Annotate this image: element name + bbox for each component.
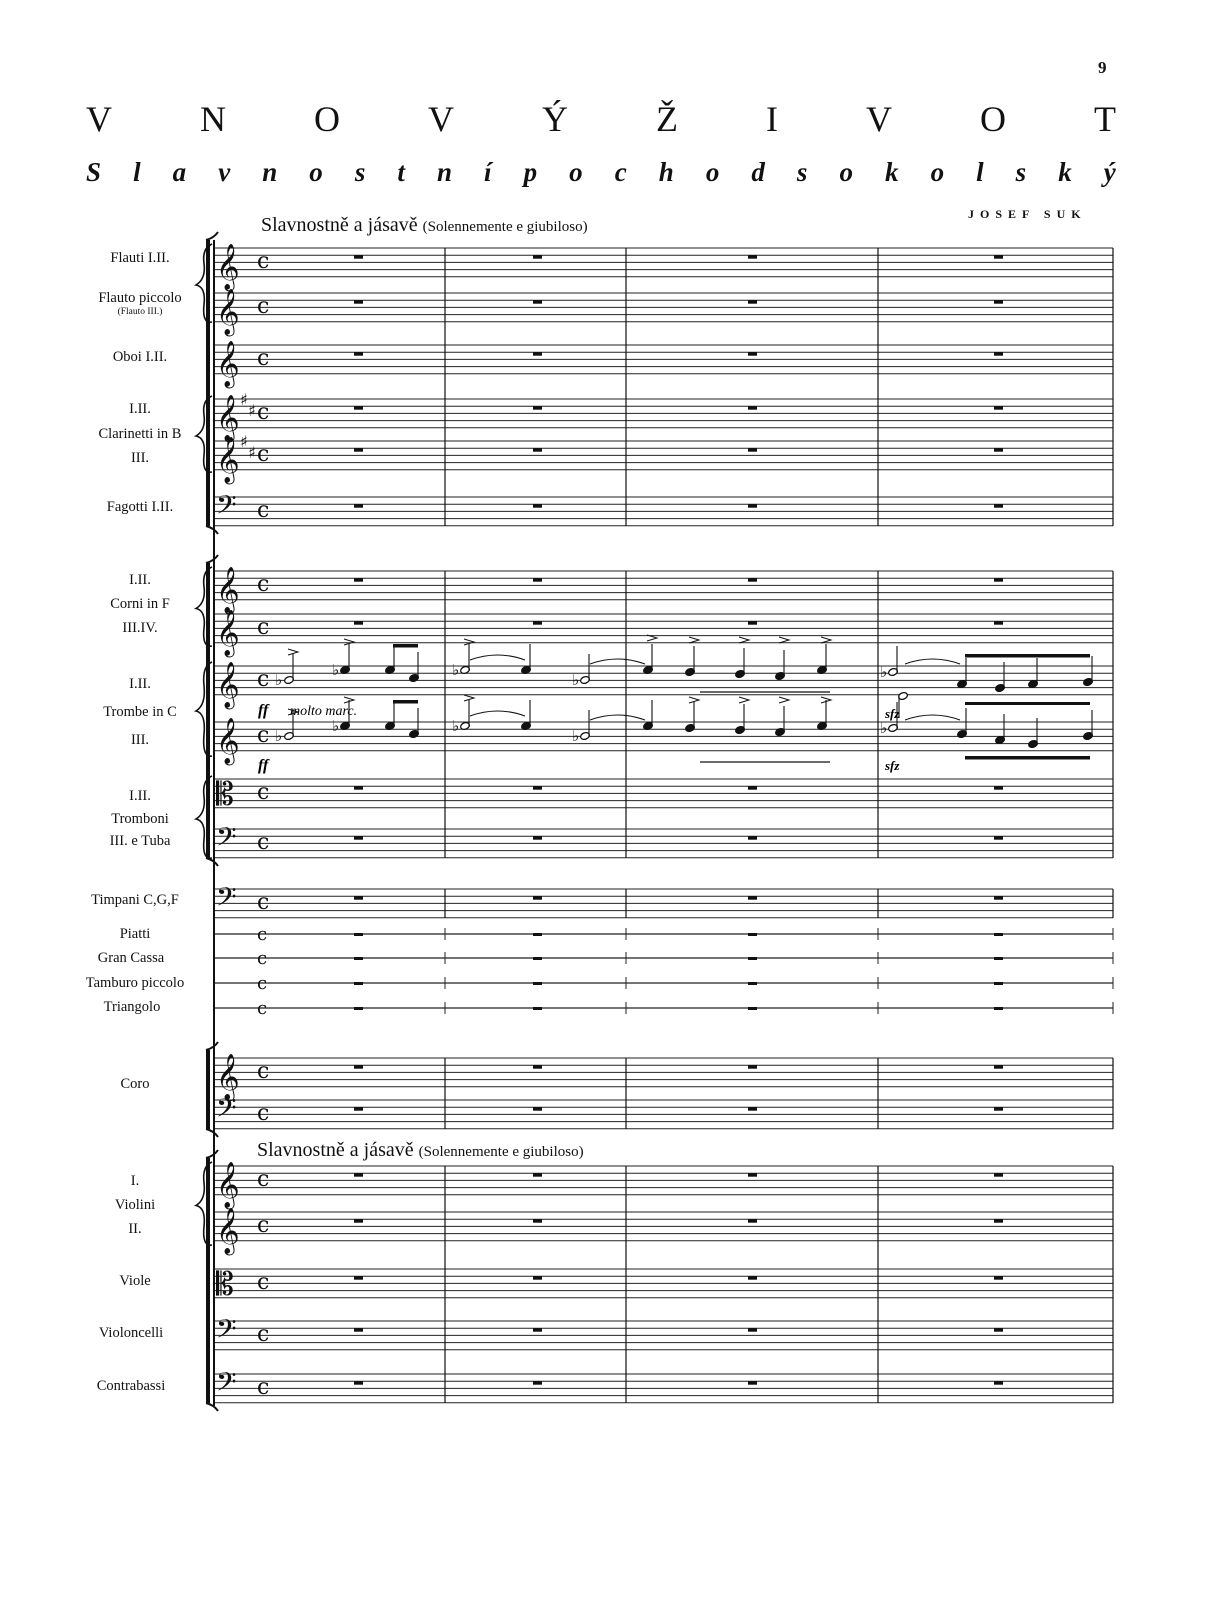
whole-rest [748, 406, 757, 410]
whole-rest [533, 1173, 542, 1177]
clef-g: 𝄞 [216, 1208, 240, 1254]
flat-sign: ♭ [880, 665, 888, 681]
title-letter: V [866, 99, 892, 139]
whole-rest [994, 255, 1003, 259]
time-signature: c [257, 498, 270, 523]
whole-rest [748, 1173, 757, 1177]
label-tromboni-2: III. e Tuba [109, 833, 171, 849]
label-flauti: Flauti I.II. [110, 250, 170, 266]
whole-rest [354, 504, 363, 508]
title-letter: O [980, 99, 1006, 139]
whole-rest [748, 504, 757, 508]
whole-rests [354, 255, 1003, 1385]
whole-rest [533, 1328, 542, 1332]
beam [393, 700, 418, 704]
whole-rest [354, 406, 363, 410]
beam [965, 702, 1090, 705]
time-signature: c [257, 830, 270, 855]
tempo-main: Slavnostně a jásavě [261, 214, 418, 236]
whole-rest [533, 836, 542, 840]
clef-f: 𝄢 [216, 821, 237, 859]
subtitle-letter: n [262, 156, 278, 187]
tie [905, 715, 960, 720]
sharp-sign: ♯ [248, 401, 256, 420]
time-signature: c [257, 948, 268, 969]
time-signature: c [257, 780, 270, 805]
whole-rest [533, 1065, 542, 1069]
subtitle-letter: n [436, 156, 452, 187]
label-trombe: Trombe in C [103, 704, 177, 720]
whole-rest [748, 1219, 757, 1223]
title-letter: V [86, 99, 112, 139]
subtitle-letter: l [976, 156, 984, 187]
label-trombe-1: I.II. [129, 676, 151, 692]
bracket-hook [206, 526, 218, 534]
whole-rest [533, 957, 542, 960]
title-letter: V [428, 99, 454, 139]
flat-sign: ♭ [880, 721, 888, 737]
whole-rest [994, 1107, 1003, 1111]
label-tromboni: Tromboni [111, 811, 169, 827]
dynamic-sfz: sfz [885, 706, 900, 721]
whole-rest [354, 896, 363, 900]
section-bracket [206, 240, 210, 526]
whole-rest [748, 933, 757, 936]
section-bracket [206, 563, 210, 858]
dynamic-ff: ff [258, 757, 269, 774]
whole-rest [533, 504, 542, 508]
whole-rest [748, 1381, 757, 1385]
subtitle-letter: l [133, 156, 141, 187]
section-bracket [206, 1050, 210, 1129]
tie [590, 715, 645, 720]
subtitle-letter: ý [1103, 156, 1116, 187]
whole-rest [533, 578, 542, 582]
whole-rest [748, 1276, 757, 1280]
whole-rest [748, 896, 757, 900]
label-corni-2: III.IV. [122, 620, 158, 636]
flat-sign: ♭ [572, 673, 580, 689]
label-fagotti: Fagotti I.II. [106, 499, 174, 515]
flat-sign: ♭ [332, 719, 340, 735]
clef-f: 𝄢 [216, 1366, 237, 1404]
subtitle-letter: p [523, 156, 538, 187]
whole-rest [533, 300, 542, 304]
time-signature: c [257, 294, 270, 319]
sharp-sign: ♯ [240, 432, 248, 451]
tie [590, 659, 645, 664]
whole-rest [354, 1276, 363, 1280]
clef-c: 𝄡 [216, 775, 234, 813]
whole-rest [354, 1007, 363, 1010]
subtitle-letter: í [484, 156, 492, 187]
whole-rest [533, 621, 542, 625]
whole-rest [354, 1107, 363, 1111]
accent-mark [689, 637, 699, 643]
time-signature: c [257, 249, 270, 274]
title-letter: T [1094, 99, 1116, 139]
whole-rest [748, 836, 757, 840]
whole-rest [994, 836, 1003, 840]
accent-mark [779, 697, 789, 703]
title-letter: I [766, 99, 778, 139]
time-signature: c [257, 615, 270, 640]
whole-rest [994, 896, 1003, 900]
flat-sign: ♭ [572, 729, 580, 745]
bracket-hook [206, 232, 218, 240]
time-signature: c [257, 1059, 270, 1084]
label-piccolo: Flauto piccolo [98, 290, 182, 306]
label-corni: Corni in F [110, 596, 170, 612]
whole-rest [354, 836, 363, 840]
subtitle-letter: c [614, 156, 627, 187]
sharp-sign: ♯ [248, 443, 256, 462]
bracket-hook [206, 1403, 218, 1411]
whole-rest [748, 1328, 757, 1332]
clef-f: 𝄢 [216, 1313, 237, 1351]
whole-rest [354, 1219, 363, 1223]
bracket-hook [206, 858, 218, 866]
tie [470, 655, 525, 660]
staves [214, 248, 1113, 1403]
title-letter: N [200, 99, 226, 139]
clef-g: 𝄞 [216, 437, 240, 483]
label-tamburo: Tamburo piccolo [85, 975, 185, 991]
whole-rest [354, 352, 363, 356]
label-piccolo-note: (Flauto III.) [117, 307, 163, 317]
whole-rest [354, 1173, 363, 1177]
subtitle-letter: a [172, 156, 187, 187]
label-gran-cassa: Gran Cassa [97, 950, 165, 966]
whole-rest [748, 957, 757, 960]
whole-rest [994, 1173, 1003, 1177]
whole-rest [994, 578, 1003, 582]
whole-rest [748, 786, 757, 790]
time-signature: c [257, 1213, 270, 1238]
time-signature: c [257, 1322, 270, 1347]
whole-rest [994, 448, 1003, 452]
whole-rest [354, 957, 363, 960]
tie [470, 711, 525, 716]
clef-g: 𝄞 [216, 244, 240, 290]
whole-rest [354, 255, 363, 259]
whole-rest [748, 300, 757, 304]
subtitle-letter: t [397, 156, 405, 187]
whole-rest [533, 1381, 542, 1385]
subtitle-letter: s [1015, 156, 1027, 187]
subtitle-letter: k [1058, 156, 1072, 187]
whole-rest [748, 1107, 757, 1111]
bracket-hook [206, 1042, 218, 1050]
subtitle-letter: h [658, 156, 674, 187]
label-trombe-3: III. [130, 732, 150, 748]
whole-rest [533, 896, 542, 900]
whole-rest [994, 300, 1003, 304]
whole-rest [994, 1007, 1003, 1010]
time-signature: c [257, 973, 268, 994]
time-signature: c [257, 1270, 270, 1295]
label-clarinetti: Clarinetti in B [98, 426, 182, 442]
time-signature: c [257, 998, 268, 1019]
dynamic-ff: ff [258, 702, 269, 719]
clef-g: 𝄞 [216, 1162, 240, 1208]
time-signature: c [257, 572, 270, 597]
bracket-hook [206, 1129, 218, 1137]
accent-mark [739, 637, 749, 643]
label-corni-1: I.II. [129, 572, 151, 588]
whole-rest [533, 1219, 542, 1223]
accent-mark [821, 637, 831, 643]
whole-rest [748, 578, 757, 582]
whole-rest [748, 352, 757, 356]
clef-c: 𝄡 [216, 1265, 234, 1303]
whole-rest [994, 504, 1003, 508]
subtitle-letter: d [751, 156, 765, 187]
clef-g: 𝄞 [216, 1054, 240, 1100]
clef-g: 𝄞 [216, 289, 240, 335]
label-viole: Viole [119, 1273, 151, 1289]
whole-rest [748, 1007, 757, 1010]
whole-rest [533, 448, 542, 452]
bracket-hook [206, 555, 218, 563]
clef-g: 𝄞 [216, 662, 240, 708]
whole-rest [533, 352, 542, 356]
whole-rest [748, 621, 757, 625]
label-contrabassi: Contrabassi [96, 1378, 166, 1394]
whole-rest [748, 1065, 757, 1069]
clefs [216, 244, 269, 1404]
flat-sign: ♭ [452, 719, 460, 735]
clef-f: 𝄢 [216, 1092, 237, 1130]
whole-rest [533, 1007, 542, 1010]
whole-rest [354, 1381, 363, 1385]
whole-rest [533, 982, 542, 985]
page-number: 9 [1098, 58, 1107, 77]
bracket-hook [206, 1150, 218, 1158]
subtitle-letter: o [309, 156, 323, 187]
subtitle-letter: o [705, 156, 720, 187]
whole-rest [748, 448, 757, 452]
whole-rest [994, 786, 1003, 790]
whole-rest [994, 1219, 1003, 1223]
section-bracket [206, 1158, 210, 1403]
subtitle-letter: o [930, 156, 945, 187]
flat-sign: ♭ [452, 663, 460, 679]
time-signature: c [257, 1101, 270, 1126]
whole-rest [354, 1065, 363, 1069]
tie [905, 659, 960, 664]
title-letter: O [314, 99, 340, 139]
time-signature: c [257, 1375, 270, 1400]
whole-rest [354, 300, 363, 304]
expression-molto-marc: molto marc. [290, 704, 358, 719]
label-oboi: Oboi I.II. [112, 349, 168, 365]
label-coro: Coro [120, 1076, 150, 1092]
subtitle-letter: s [796, 156, 808, 187]
composer-name: JOSEF SUK [968, 207, 1087, 221]
whole-rest [533, 1107, 542, 1111]
whole-rest [354, 448, 363, 452]
whole-rest [748, 255, 757, 259]
clef-g: 𝄞 [216, 395, 240, 441]
flat-sign: ♭ [275, 673, 283, 689]
whole-rest [533, 933, 542, 936]
label-violini: Violini [114, 1197, 156, 1213]
whole-rest [354, 786, 363, 790]
title-letter: Ý [542, 99, 568, 139]
label-clarinetti-1: I.II. [129, 401, 151, 417]
flat-sign: ♭ [275, 729, 283, 745]
whole-rest [533, 255, 542, 259]
label-piatti: Piatti [119, 926, 151, 942]
accent-mark [739, 697, 749, 703]
beam [393, 644, 418, 648]
time-signature: c [257, 442, 270, 467]
whole-rest [533, 786, 542, 790]
whole-rest [994, 621, 1003, 625]
whole-rest [994, 1381, 1003, 1385]
label-violini-1: I. [130, 1173, 140, 1189]
tempo-italian: (Solennemente e giubiloso) [422, 219, 588, 235]
subtitle-letter: S [86, 156, 102, 187]
tempo-italian: (Solennemente e giubiloso) [418, 1144, 584, 1160]
clef-f: 𝄢 [216, 881, 237, 919]
whole-rest [354, 621, 363, 625]
whole-rest [994, 1276, 1003, 1280]
time-signature: c [257, 890, 270, 915]
label-tromboni-1: I.II. [129, 788, 151, 804]
whole-rest [533, 1276, 542, 1280]
dynamic-sfz: sfz [885, 758, 900, 773]
time-signature: c [257, 400, 270, 425]
subtitle-letter: v [218, 156, 231, 187]
barlines [214, 240, 1113, 1406]
subtitle-letter: o [839, 156, 853, 187]
whole-rest [994, 406, 1003, 410]
whole-rest [354, 578, 363, 582]
clef-f: 𝄢 [216, 489, 237, 527]
sharp-sign: ♯ [240, 390, 248, 409]
whole-rest [533, 406, 542, 410]
subtitle-letter: s [354, 156, 366, 187]
whole-rest [994, 957, 1003, 960]
clef-g: 𝄞 [216, 610, 240, 656]
whole-rest [994, 1065, 1003, 1069]
time-signature: c [257, 924, 268, 945]
label-clarinetti-3: III. [130, 450, 150, 466]
whole-rest [354, 982, 363, 985]
time-signature: c [257, 1167, 270, 1192]
whole-rest [994, 933, 1003, 936]
whole-rest [994, 982, 1003, 985]
label-timpani: Timpani C,G,F [91, 892, 179, 908]
clef-g: 𝄞 [216, 341, 240, 387]
flat-sign: ♭ [332, 663, 340, 679]
subtitle-letter: o [569, 156, 583, 187]
whole-rest [354, 1328, 363, 1332]
clef-g: 𝄞 [216, 718, 240, 764]
time-signature: c [257, 346, 270, 371]
beam [965, 756, 1090, 760]
label-violoncelli: Violoncelli [98, 1325, 164, 1341]
trumpet-passage [258, 635, 1093, 774]
whole-rest [748, 982, 757, 985]
accent-mark [779, 637, 789, 643]
label-triangolo: Triangolo [103, 999, 161, 1015]
whole-rest [354, 933, 363, 936]
tempo-main: Slavnostně a jásavě [257, 1139, 414, 1161]
time-signature: c [257, 667, 270, 692]
time-signature: c [257, 723, 270, 748]
whole-rest [994, 1328, 1003, 1332]
beam [965, 654, 1090, 658]
whole-rest [994, 352, 1003, 356]
subtitle-letter: k [885, 156, 899, 187]
label-violini-2: II. [128, 1221, 142, 1237]
title-letter: Ž [656, 99, 678, 139]
clef-g: 𝄞 [216, 567, 240, 613]
